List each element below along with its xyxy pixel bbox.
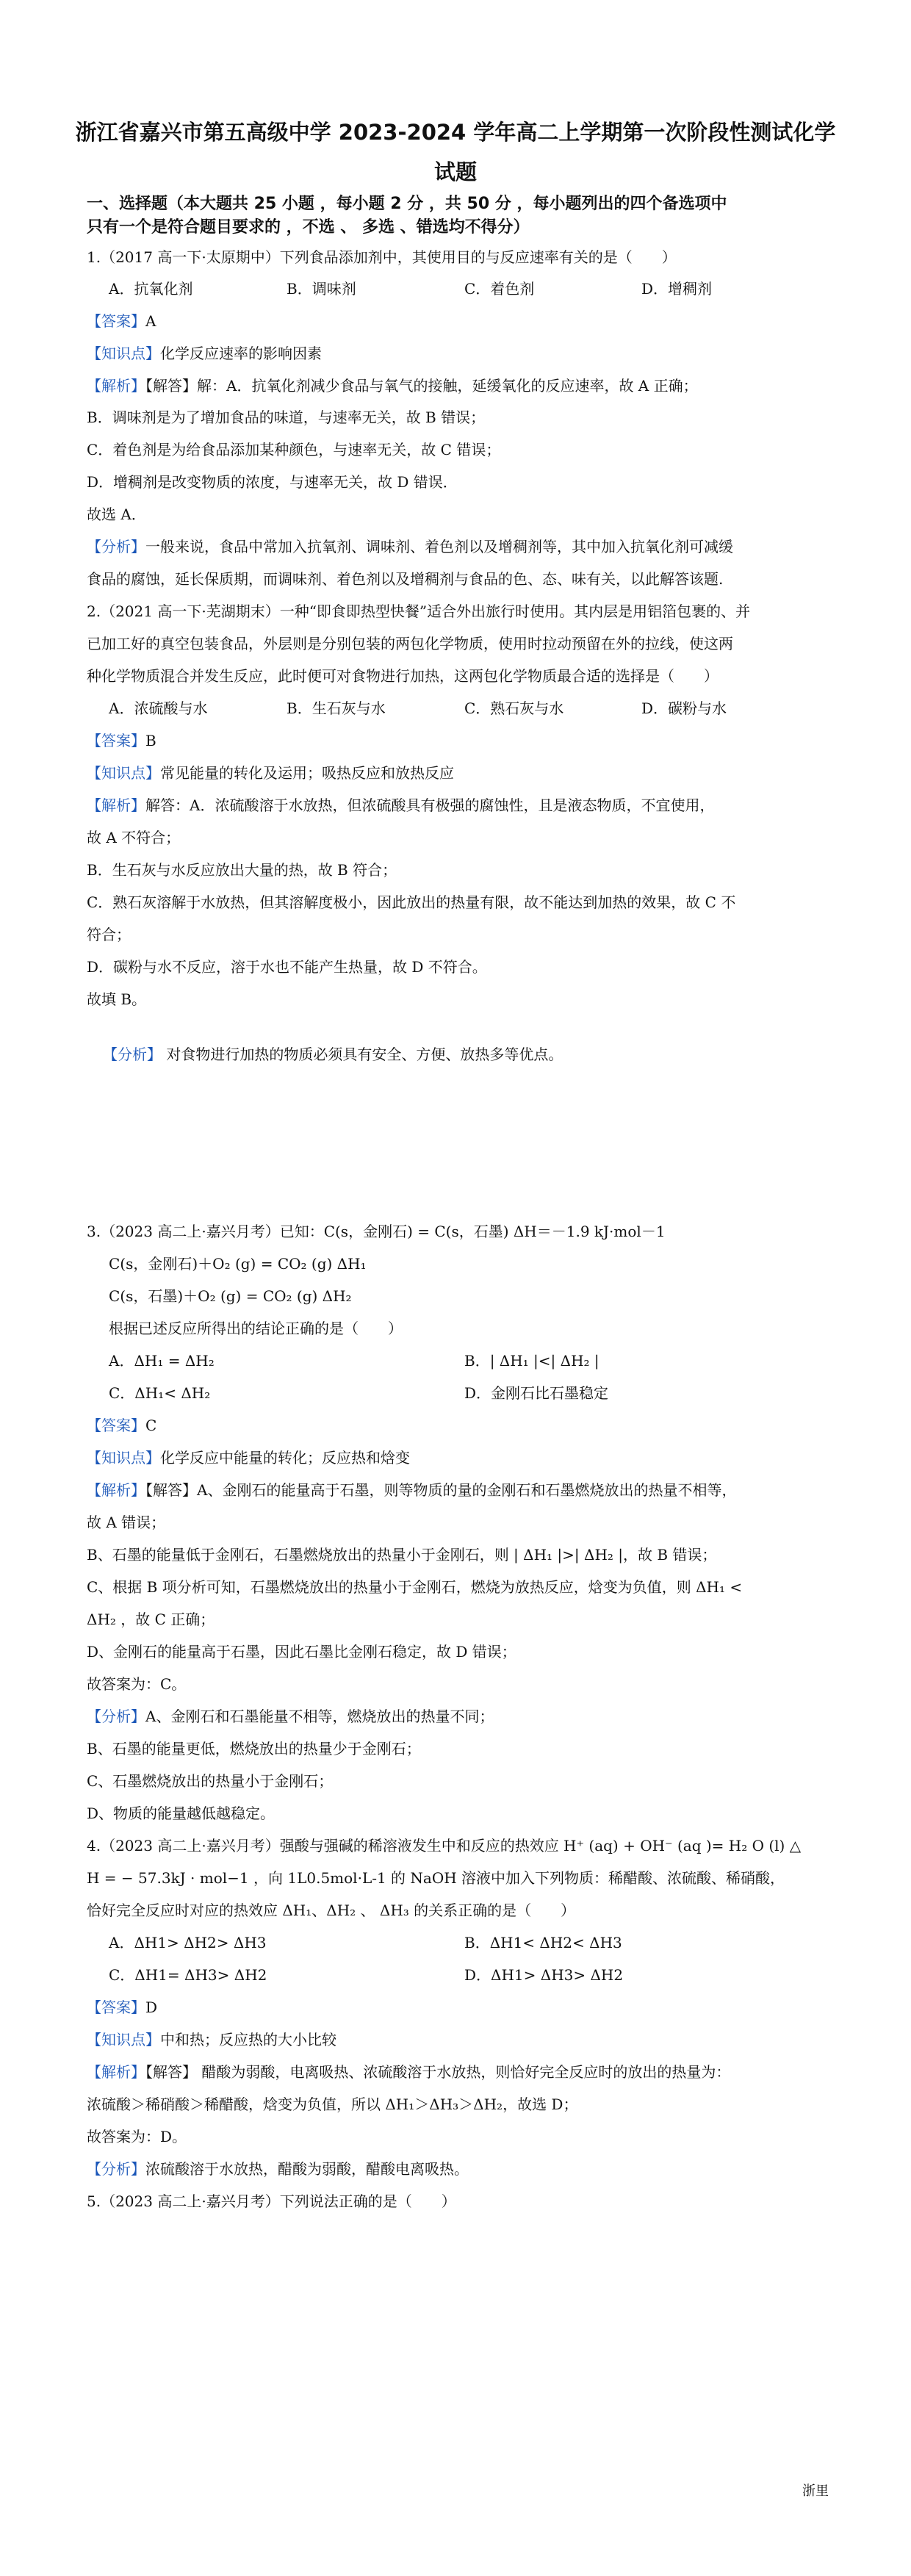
q1-option-d: D．增稠剂 bbox=[641, 280, 713, 298]
q3-analysis-4: C、根据 B 项分析可知，石墨燃烧放出的热量小于金刚石，燃烧为放热反应，焓变为负值，则 ΔH₁ < bbox=[87, 1578, 743, 1596]
q3-option-b: B．| ΔH₁ |<| ΔH₂ | bbox=[464, 1352, 599, 1370]
q2-analysis-5: 符合； bbox=[87, 926, 131, 943]
q3-option-d: D．金刚石比石墨稳定 bbox=[464, 1384, 609, 1402]
q3-analysis-7: 故答案为：C。 bbox=[87, 1675, 187, 1693]
q3-knowledge-point: 【知识点】化学反应中能量的转化；反应热和焓变 bbox=[87, 1449, 410, 1467]
q2-answer: 【答案】B bbox=[87, 732, 156, 749]
q2-stem-3: 种化学物质混合并发生反应，此时便可对食物进行加热，这两包化学物质最合适的选择是（ ） bbox=[87, 667, 719, 685]
summary-tag: 【分析】 bbox=[103, 1046, 162, 1063]
q1-option-a: A．抗氧化剂 bbox=[109, 280, 193, 298]
q2-option-d: D．碳粉与水 bbox=[641, 699, 727, 717]
q2-analysis-7: 故填 B。 bbox=[87, 990, 147, 1008]
knowledge-tag: 【知识点】 bbox=[87, 1449, 160, 1467]
q2-analysis-3: B．生石灰与水反应放出大量的热，故 B 符合； bbox=[87, 861, 397, 879]
q4-analysis-3: 故答案为：D。 bbox=[87, 2128, 187, 2145]
summary-tag: 【分析】 bbox=[87, 538, 145, 555]
summary-tag: 【分析】 bbox=[87, 1708, 145, 1725]
q4-analysis-1: 【解析】【解答】 醋酸为弱酸，电离吸热、浓硫酸溶于水放热，则恰好完全反应时的放出的热量为： bbox=[87, 2063, 731, 2081]
q1-stem: 1.（2017 高一下·太原期中）下列食品添加剂中，其使用目的与反应速率有关的是（ ） bbox=[87, 248, 677, 266]
answer-tag: 【答案】 bbox=[87, 1998, 145, 2016]
summary-tag: 【分析】 bbox=[87, 2160, 145, 2178]
q4-summary: 【分析】浓硫酸溶于水放热，醋酸为弱酸，醋酸电离吸热。 bbox=[87, 2160, 469, 2178]
q3-analysis-3: B、石墨的能量低于金刚石，石墨燃烧放出的热量小于金刚石，则 | ΔH₁ |>| ΔH₂ |，故 B 错误； bbox=[87, 1546, 717, 1564]
q3-analysis-2: 故 A 错误； bbox=[87, 1514, 166, 1531]
section-heading-line1: 一、选择题（本大题共 25 小题 ，每小题 2 分 ，共 50 分 ，每小题列出的四个备选项中 bbox=[87, 195, 727, 213]
knowledge-tag: 【知识点】 bbox=[87, 2031, 160, 2048]
answer-tag: 【答案】 bbox=[87, 1417, 145, 1434]
q1-analysis-1: 【解析】【解答】解：A．抗氧化剂减少食品与氧气的接触，延缓氧化的反应速率，故 A 正确； bbox=[87, 377, 698, 395]
q1-summary-1: 【分析】一般来说，食品中常加入抗氧剂、调味剂、着色剂以及增稠剂等，其中加入抗氧化剂可减缓 bbox=[87, 538, 733, 555]
q1-analysis-5: 故选 A． bbox=[87, 506, 146, 523]
q1-answer: 【答案】A bbox=[87, 312, 156, 330]
q2-knowledge-point: 【知识点】常见能量的转化及运用；吸热反应和放热反应 bbox=[87, 764, 454, 782]
q4-option-c: C．ΔH1= ΔH3> ΔH2 bbox=[109, 1966, 267, 1984]
q1-analysis-3: C．着色剂是为给食品添加某种颜色，与速率无关，故 C 错误； bbox=[87, 441, 501, 458]
q4-stem-2: H = − 57.3kJ · mol−1 ，向 1L0.5mol·L-1 的 NaOH 溶液中加入下列物质：稀醋酸、浓硫酸、稀硝酸， bbox=[87, 1869, 785, 1887]
q4-knowledge-point: 【知识点】中和热；反应热的大小比较 bbox=[87, 2031, 336, 2048]
q3-summary-1: 【分析】A、金刚石和石墨能量不相等，燃烧放出的热量不同； bbox=[87, 1708, 494, 1725]
q3-option-c: C．ΔH₁< ΔH₂ bbox=[109, 1384, 211, 1402]
answer-tag: 【答案】 bbox=[87, 732, 145, 749]
q1-option-b: B．调味剂 bbox=[287, 280, 356, 298]
document-title-line1: 浙江省嘉兴市第五高级中学 2023-2024 学年高二上学期第一次阶段性测试化学 bbox=[75, 120, 836, 145]
q2-summary: 【分析】 对食物进行加热的物质必须具有安全、方便、放热多等优点。 bbox=[103, 1046, 563, 1063]
q4-answer: 【答案】D bbox=[87, 1998, 158, 2016]
section-heading-line2: 只有一个是符合题目要求的 ，不选 、 多选 、错选均不得分） bbox=[87, 218, 530, 237]
q4-stem-3: 恰好完全反应时对应的热效应 ΔH₁、ΔH₂ 、 ΔH₃ 的关系正确的是（ ） bbox=[87, 1902, 576, 1919]
q4-analysis-2: 浓硫酸＞稀硝酸＞稀醋酸，焓变为负值，所以 ΔH₁＞ΔH₃＞ΔH₂，故选 D； bbox=[87, 2095, 578, 2113]
q5-stem: 5.（2023 高二上·嘉兴月考）下列说法正确的是（ ） bbox=[87, 2192, 456, 2210]
q3-question: 根据已述反应所得出的结论正确的是（ ） bbox=[109, 1320, 403, 1337]
q3-summary-3: C、石墨燃烧放出的热量小于金刚石； bbox=[87, 1772, 334, 1790]
q4-option-b: B．ΔH1< ΔH2< ΔH3 bbox=[464, 1934, 622, 1951]
analysis-tag: 【解析】 bbox=[87, 2063, 145, 2081]
q2-stem-1: 2.（2021 高一下·芜湖期末）一种“即食即热型快餐”适合外出旅行时使用。其内层是用铝箔包裹的、并 bbox=[87, 602, 751, 620]
q4-option-d: D．ΔH1> ΔH3> ΔH2 bbox=[464, 1966, 624, 1984]
q3-answer: 【答案】C bbox=[87, 1417, 157, 1434]
q3-analysis-6: D、金刚石的能量高于石墨，因此石墨比金刚石稳定，故 D 错误； bbox=[87, 1643, 516, 1661]
knowledge-tag: 【知识点】 bbox=[87, 345, 160, 362]
q4-option-a: A．ΔH1> ΔH2> ΔH3 bbox=[109, 1934, 267, 1951]
q3-analysis-1: 【解析】【解答】A、金刚石的能量高于石墨，则等物质的量的金刚石和石墨燃烧放出的热量不相等， bbox=[87, 1481, 737, 1499]
q3-summary-4: D、物质的能量越低越稳定。 bbox=[87, 1805, 276, 1822]
q2-analysis-1: 【解析】解答：A．浓硫酸溶于水放热，但浓硫酸具有极强的腐蚀性，且是液态物质，不宜使用， bbox=[87, 796, 715, 814]
q2-option-a: A．浓硫酸与水 bbox=[109, 699, 208, 717]
q1-analysis-4: D．增稠剂是改变物质的浓度，与速率无关，故 D 错误． bbox=[87, 473, 458, 491]
q3-equation-1: C(s，金刚石)＋O₂ (g) = CO₂ (g) ΔH₁ bbox=[109, 1255, 367, 1273]
analysis-tag: 【解析】 bbox=[87, 1481, 145, 1499]
q2-analysis-4: C．熟石灰溶解于水放热，但其溶解度极小，因此放出的热量有限，故不能达到加热的效果，故 C 不 bbox=[87, 893, 736, 911]
q3-equation-2: C(s，石墨)＋O₂ (g) = CO₂ (g) ΔH₂ bbox=[109, 1287, 352, 1305]
answer-tag: 【答案】 bbox=[87, 312, 145, 330]
q1-summary-2: 食品的腐蚀，延长保质期，而调味剂、着色剂以及增稠剂与食品的色、态、味有关，以此解答该题. bbox=[87, 570, 724, 588]
q4-stem-1: 4.（2023 高二上·嘉兴月考）强酸与强碱的稀溶液发生中和反应的热效应 H⁺ (aq) + OH⁻ (aq )= H₂ O (l) △ bbox=[87, 1837, 802, 1854]
q3-summary-2: B、石墨的能量更低，燃烧放出的热量少于金刚石； bbox=[87, 1740, 421, 1757]
q1-knowledge-point: 【知识点】化学反应速率的影响因素 bbox=[87, 345, 322, 362]
q2-analysis-6: D．碳粉与水不反应，溶于水也不能产生热量，故 D 不符合。 bbox=[87, 958, 487, 976]
q2-option-b: B．生石灰与水 bbox=[287, 699, 386, 717]
analysis-tag: 【解析】 bbox=[87, 377, 145, 395]
q1-analysis-2: B．调味剂是为了增加食品的味道，与速率无关，故 B 错误； bbox=[87, 409, 486, 426]
q2-analysis-2: 故 A 不符合； bbox=[87, 829, 181, 846]
document-title-line2: 试题 bbox=[433, 159, 477, 184]
q2-option-c: C．熟石灰与水 bbox=[464, 699, 564, 717]
q1-option-c: C．着色剂 bbox=[464, 280, 535, 298]
analysis-tag: 【解析】 bbox=[87, 796, 145, 814]
page-footer: 浙里 bbox=[802, 2483, 829, 2499]
q3-analysis-5: ΔH₂ ，故 C 正确； bbox=[87, 1611, 215, 1628]
knowledge-tag: 【知识点】 bbox=[87, 764, 160, 782]
q2-stem-2: 已加工好的真空包装食品，外层则是分别包装的两包化学物质，使用时拉动预留在外的拉线，使这两 bbox=[87, 635, 733, 652]
q3-option-a: A．ΔH₁ = ΔH₂ bbox=[109, 1352, 215, 1370]
q3-stem: 3.（2023 高二上·嘉兴月考）已知：C(s，金刚石) = C(s，石墨) ΔH＝－1.9 kJ·mol－1 bbox=[87, 1223, 666, 1240]
